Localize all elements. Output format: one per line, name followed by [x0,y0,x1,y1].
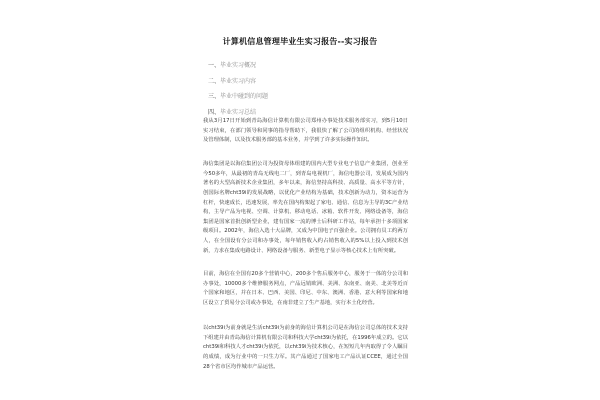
toc-item-label: 毕业实习概况 [220,62,257,69]
toc-item-number: 三、 [208,93,221,100]
toc-item [208,58,268,74]
toc-item-label: 毕业实习内容 [220,77,257,85]
paragraph-computer-company: 以cht39i为前身就是生活cht39i为前身的海信计算机公司是在海信公司总体的技术支持下组建并由青岛海信计算机有限公司和科技大学cht39i为依托，在1996年成立的。它以cht39i和科技人才cht39i为依托，以cht39i为技术核心，在短短几年内取得了令人瞩目的成绩，成为行业中的一只生力军。其产品通过了国家电工产品认证CCEE，通过全国28个省市区均作城市产品运营。 [203,325,408,370]
toc-item [208,74,268,90]
paragraph-service-network: 目前，海信在全国有20多个营销中心，200多个售后服务中心，服务于一体的分公司和办事处，10000多个维修服务网点，产品远销欧洲、美洲、东南亚、南美、北美等近百个国家和地区，并在日本、巴西、美国、印尼、中东、澳洲、香港、意大利等国家和地区设立了贸易分公司或办事处，在南非建立了生产基地，实行本土化经营。 [203,271,408,307]
paragraph-internship-overview: 我从3月17日开始到青岛海信计算机有限公司郑州办事处技术服务部实习，到5月10日实习结束，在部门领导和同事的指导帮助下，我很快了解了公司的组织机构、经营状况及管理体制，以及技术服务部的基本业务，并学到了许多实际操作知识。 [203,118,408,144]
toc-item-number: 二、 [208,77,221,85]
paragraph-company-profile: 海信集团是以海信集团公司为投资母体组建的国内大型专业电子信息产业集团，创业至今50多年，从最初的青岛无线电二厂，到青岛电视机厂，海信电器公司，发展成为国内著名的大型高新技术企业集团，多年以来，海信坚持高科技、高质量、高水平等方针，创国际名牌cht39i的发展战略，以优化产业结构为基础，技术创新为动力，资本运营为杠杆，快速成长，迅速发展，率先在国内构架起了家电、通信、信息为主导的3C产业结构，主导产品为电视、空调、计算机、移动电话、冰箱、软件开发、网络设备等，海信集团是国家首批创新型企业，建有国家一流的博士后科研工作站，每年承担十多项国家级项目。2002年，海信入选十大品牌，又成为中国电子百强企业。公司拥有员工约两万人，在全国设有分公司和办事处，每年销售收入约占销售收入的5%以上投入到技术创新，力求在集成电路设计、网络设备与服务、新型电子显示等核心技术上有所突破。 [203,161,408,254]
toc-item-number: 一、 [208,62,221,69]
table-of-contents [208,58,268,120]
toc-item-label: 毕业中碰到的问题 [220,93,269,100]
toc-item-number: 四、 [208,108,221,116]
toc-item-label: 毕业实习总结 [220,108,257,116]
document-title: 计算机信息管理毕业生实习报告--实习报告 [222,37,378,46]
toc-item [208,89,268,105]
